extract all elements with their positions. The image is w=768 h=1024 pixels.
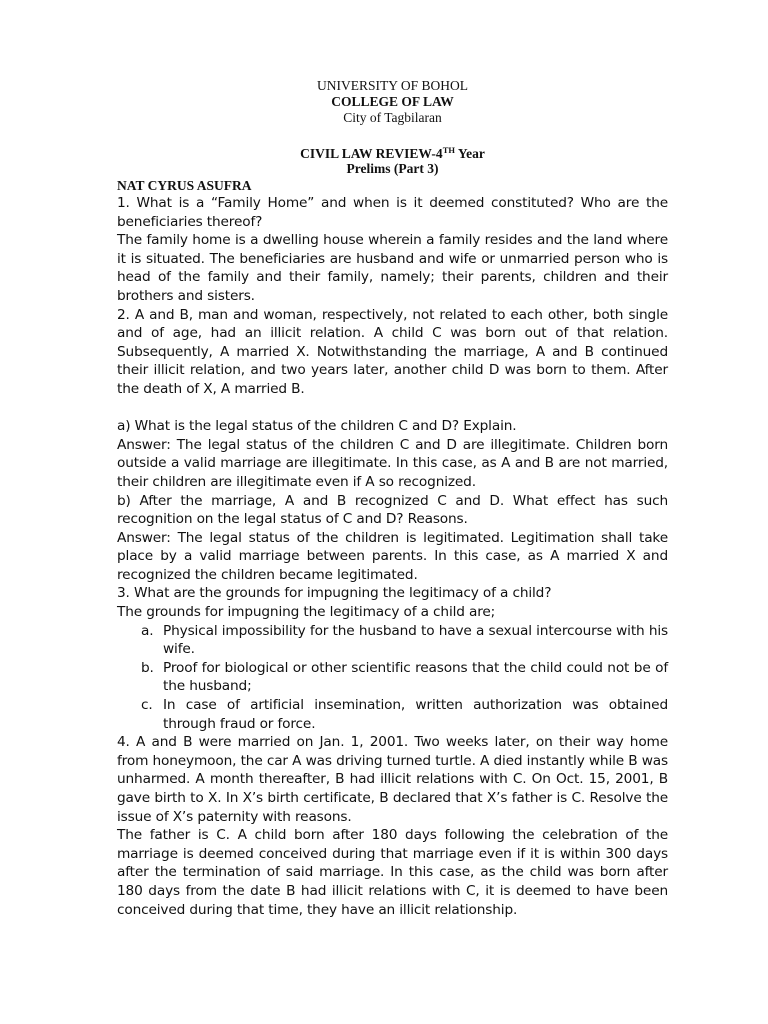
answer-3-intro: The grounds for impugning the legitimacy of a child are;	[117, 604, 496, 621]
course-subtitle: Prelims (Part 3)	[346, 161, 439, 176]
list-item	[141, 659, 668, 696]
answer-2a: Answer: The legal status of the children C and D are illegitimate. Children born outside a valid marriage are illegitimate. In this case, as A and B are not married, their children are illegitimate even if A so recognized.	[117, 436, 668, 490]
course-title-tail: Year	[454, 146, 485, 161]
list-item	[141, 696, 668, 733]
document-page	[117, 78, 668, 919]
paragraph-gap	[117, 399, 668, 418]
list-item-text: In case of artificial insemination, written authorization was obtained through fraud or force.	[163, 697, 668, 732]
author-name: NAT CYRUS ASUFRA	[117, 178, 252, 193]
list-marker: b.	[141, 659, 154, 676]
question-2: 2. A and B, man and woman, respectively, not related to each other, both single and of age, had an illicit relation. A child C was born out of that relation. Subsequently, A married X. Notwithstanding the marriage, A and B continued their illicit relation, and two years later, another child D was born to them. After the death of X, A married B.	[117, 306, 668, 397]
list-item	[141, 622, 668, 659]
document-header	[117, 78, 668, 126]
question-1: 1. What is a “Family Home” and when is it deemed constituted? Who are the beneficiaries thereof?	[117, 195, 668, 230]
course-title	[117, 146, 668, 161]
course-title-sup: TH	[442, 145, 455, 155]
answer-2b: Answer: The legal status of the children is legitimated. Legitimation shall take place by a valid marriage between parents. In this case, as A married X and recognized the children became legitimated.	[117, 529, 668, 583]
answer-1: The family home is a dwelling house wherein a family resides and the land where it is situated. The beneficiaries are husband and wife or unmarried person who is head of the family and their family, namely; their parents, children and their brothers and sisters.	[117, 232, 668, 304]
course-title-main: CIVIL LAW REVIEW-4	[300, 146, 443, 161]
college-name: COLLEGE OF LAW	[331, 94, 454, 109]
document-body	[117, 194, 668, 919]
university-name: UNIVERSITY OF BOHOL	[317, 78, 468, 93]
answer-4: The father is C. A child born after 180 days following the celebration of the marriage is deemed conceived during that marriage even if it is within 300 days after the termination of said marriage. In this case, as the child was born after 180 days from the date B had illicit relations with C, it is deemed to have been conceived during that time, they have an illicit relationship.	[117, 827, 668, 918]
list-item-text: Physical impossibility for the husband to have a sexual intercourse with his wife.	[163, 622, 668, 658]
grounds-list	[117, 622, 668, 734]
question-2b: b) After the marriage, A and B recognized C and D. What effect has such recognition on the legal status of C and D? Reasons.	[117, 492, 668, 528]
list-marker: c.	[141, 697, 153, 714]
question-2a: a) What is the legal status of the children C and D? Explain.	[117, 418, 517, 435]
list-marker: a.	[141, 622, 154, 639]
city-name: City of Tagbilaran	[343, 110, 442, 125]
course-heading	[117, 146, 668, 176]
question-3: 3. What are the grounds for impugning the legitimacy of a child?	[117, 585, 552, 602]
list-item-text: Proof for biological or other scientific reasons that the child could not be of the husband;	[163, 659, 668, 695]
question-4: 4. A and B were married on Jan. 1, 2001. Two weeks later, on their way home from honeymoon, the car A was driving turned turtle. A died instantly while B was unharmed. A month thereafter, B had illicit relations with C. On Oct. 15, 2001, B gave birth to X. In X’s birth certificate, B declared that X’s father is C. Resolve the issue of X’s paternity with reasons.	[117, 734, 668, 825]
